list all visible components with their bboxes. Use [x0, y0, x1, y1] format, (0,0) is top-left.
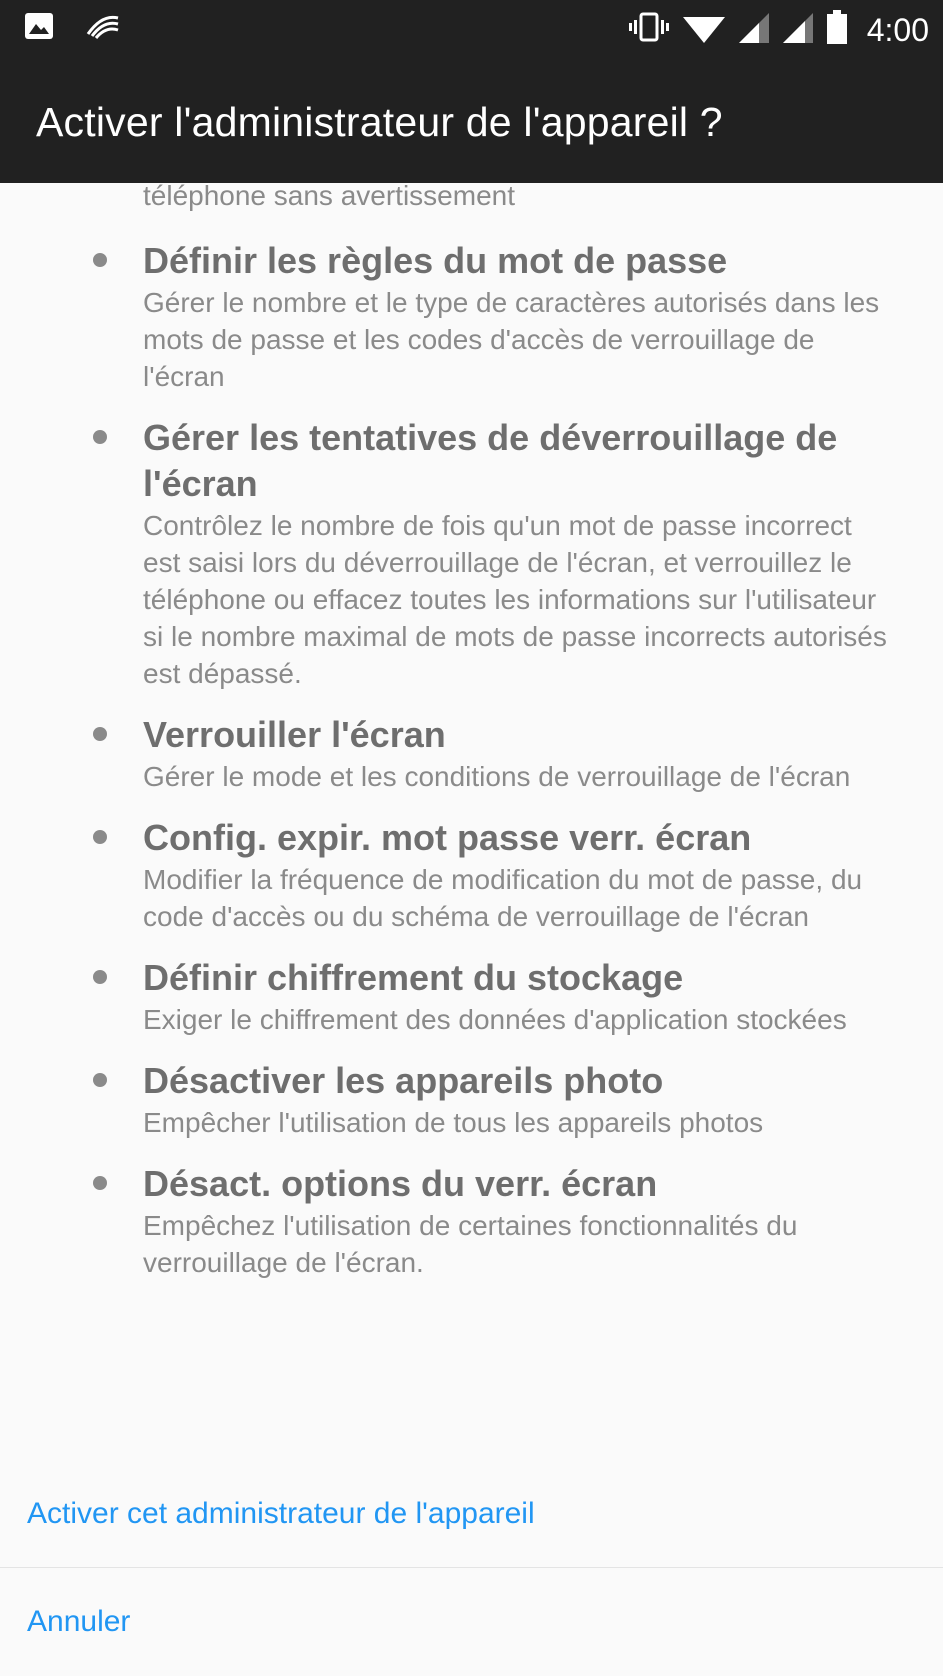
vibrate-icon	[629, 11, 669, 48]
activate-admin-button[interactable]: Activer cet administrateur de l'appareil	[27, 1497, 535, 1530]
permission-item	[0, 955, 943, 1038]
wifi-icon	[683, 11, 725, 48]
permission-title: Désact. options du verr. écran	[143, 1163, 658, 1204]
permission-description: Exiger le chiffrement des données d'application stockées	[143, 1004, 847, 1035]
bullet-icon	[93, 1073, 107, 1087]
status-bar-right	[629, 10, 929, 49]
battery-icon	[827, 10, 847, 49]
permission-description: Gérer le nombre et le type de caractères autorisés dans les mots de passe et les codes d'accès de verrouillage de l'écran	[143, 287, 880, 392]
permission-title: Définir chiffrement du stockage	[143, 957, 684, 998]
dialog-actions	[0, 1453, 943, 1676]
bullet-icon	[93, 970, 107, 984]
permission-description: Modifier la fréquence de modification du mot de passe, du code d'accès ou du schéma de verrouillage de l'écran	[143, 864, 863, 932]
image-icon	[24, 12, 54, 45]
cancel-button[interactable]: Annuler	[27, 1605, 131, 1638]
permission-title: Gérer les tentatives de déverrouillage de l'écran	[143, 417, 838, 504]
divider	[0, 1567, 943, 1568]
permission-item	[0, 415, 943, 692]
signal-icon	[783, 11, 813, 48]
signal-icon	[739, 11, 769, 48]
page-title: Activer l'administrateur de l'appareil ?	[36, 99, 723, 145]
bullet-icon	[93, 430, 107, 444]
bullet-icon	[93, 727, 107, 741]
status-bar-left	[24, 12, 122, 45]
status-bar	[0, 0, 943, 57]
permission-description: Gérer le mode et les conditions de verrouillage de l'écran	[143, 761, 851, 792]
permission-list	[0, 238, 943, 1301]
permission-item	[0, 712, 943, 795]
permission-item	[0, 1161, 943, 1281]
bullet-icon	[93, 1176, 107, 1190]
permission-item	[0, 815, 943, 935]
permission-description: Empêchez l'utilisation de certaines fonctionnalités du verrouillage de l'écran.	[143, 1210, 798, 1278]
bullet-icon	[93, 253, 107, 267]
permission-description: Empêcher l'utilisation de tous les appareils photos	[143, 1107, 764, 1138]
permission-item	[0, 1058, 943, 1141]
permission-item	[0, 238, 943, 395]
dialog-header	[0, 57, 943, 183]
swiftkey-icon	[84, 12, 122, 45]
clock: 4:00	[866, 11, 929, 48]
permission-title: Désactiver les appareils photo	[143, 1060, 664, 1101]
bullet-icon	[93, 830, 107, 844]
permission-title: Config. expir. mot passe verr. écran	[143, 817, 752, 858]
truncated-description: téléphone sans avertissement	[143, 183, 515, 211]
permissions-scroll-area[interactable]	[0, 183, 943, 1453]
permission-title: Verrouiller l'écran	[143, 714, 446, 755]
permission-description: Contrôlez le nombre de fois qu'un mot de passe incorrect est saisi lors du déverrouillage de l'écran, et verrouillez le téléphone ou effacez toutes les informations sur l'utilisateur si le nombre maximal de mots de passe incorrects autorisés est dépassé.	[143, 510, 887, 689]
permission-title: Définir les règles du mot de passe	[143, 240, 728, 281]
